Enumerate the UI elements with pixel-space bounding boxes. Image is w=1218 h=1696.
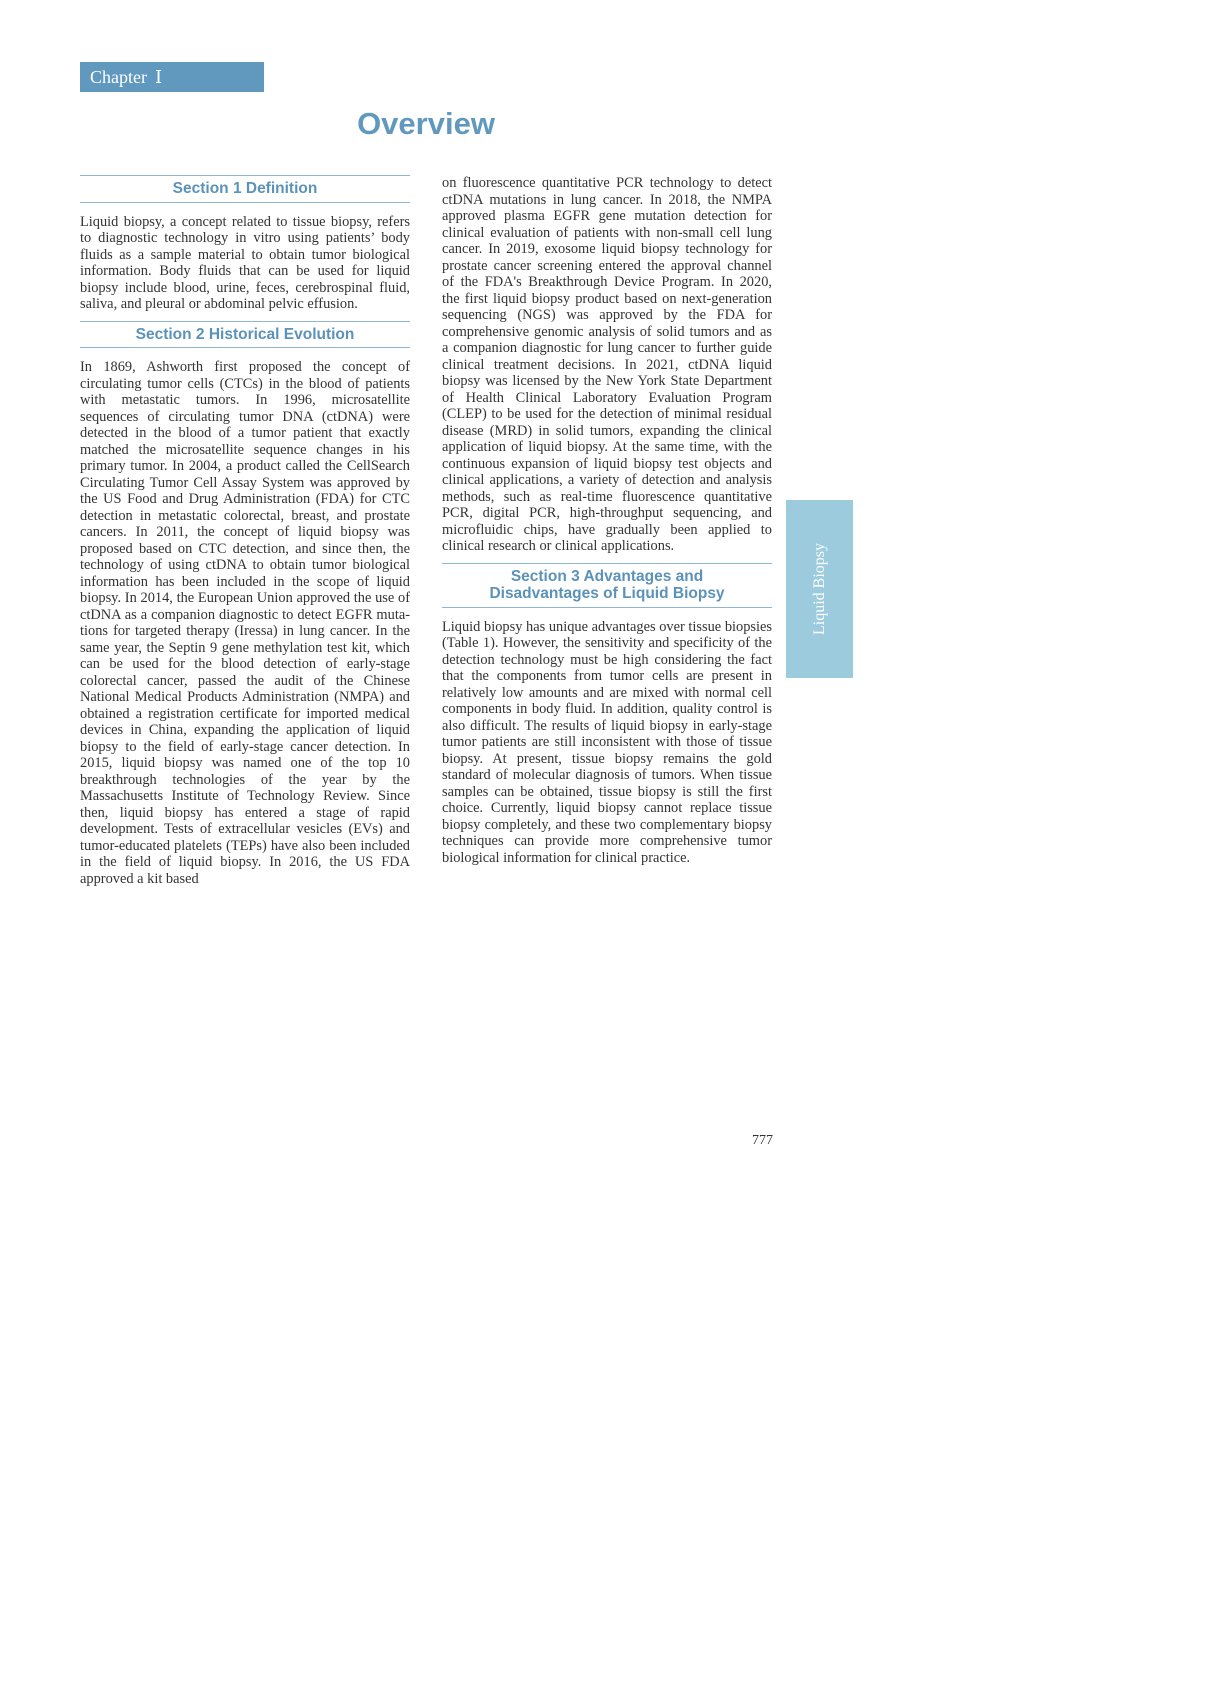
side-tab [786,500,853,678]
section-2-body-right: on fluorescence quantitative PCR technology to detect ctDNA mutations in lung cancer. In 2018, the NMPA approved plasma EGFR gene mutation detection for clinical evaluation of patients with non-small cell lung cancer. In 2019, exosome liquid biopsy technology for prostate cancer screening entered the approval channel of the FDA's Breakthrough Device Program. In 2020, the first liquid biopsy product based on next-generation sequencing (NGS) was approved by the FDA for comprehensive genomic analysis of solid tumors and as a companion diagnostic for lung cancer to further guide clinical treatment decisions. In 2021, ctDNA liquid biopsy was licensed by the New York State Department of Health Clinical Laboratory Evaluation Program (CLEP) to be used for the detection of minimal residual disease (MRD) in solid tumors, expanding the clinical application of liquid biopsy. At the same time, with the continuous expansion of liquid biopsy test objects and clinical applications, a variety of detection and analysis methods, such as real-time fluorescence quantitative PCR, digital PCR, high-throughput sequencing, and microfluidic chips, have gradually been applied to clinical research or clinical applications. [442,175,772,554]
chapter-label-box [80,62,264,92]
page-title: Overview [357,106,495,141]
section-3-heading [442,563,772,608]
section-3-heading-line-1: Section 3 Advantages and [510,567,704,585]
section-1-heading: Section 1 Definition [80,175,410,203]
chapter-number: Ⅰ [154,67,163,87]
section-1-body: Liquid biopsy, a concept related to tissue biopsy, refers to diagnostic technology in vitro using patients’ body fluids as a sample material to obtain tumor biological information. Body fluids that can be used for liquid biopsy include blood, urine, feces, cerebrospinal fluid, saliva, and pleural or abdominal pelvic effusion. [80,213,410,312]
chapter-label: Chapter [90,67,147,87]
section-3-body: Liquid biopsy has unique advantages over tissue biopsies (Table 1). However, the sensitivity and specificity of the detection technology must be high considering the fact that the components from tumor cells are present in relatively low amounts and are mixed with normal cell components in body fluid. In addition, quality control is also difficult. The results of liquid biopsy in early-stage tumor patients are still inconsistent with those of tissue biopsy. At present, tissue biopsy remains the gold standard of molecular diagnosis of tumors. When tissue samples can be obtained, tissue biopsy is still the first choice. Currently, liquid biopsy cannot replace tissue biopsy completely, and these two complementary biopsy techniques can provide more comprehensive tumor biological information for clinical practice. [442,618,772,866]
section-3-heading-line-2: Disadvantages of Liquid Biopsy [489,585,725,602]
side-tab-label: Liquid Biopsy [810,542,828,635]
section-2-body-left: In 1869, Ashworth first proposed the concept of circulating tumor cells (CTCs) in the blood of patients with metastatic tumors. In 1996, microsatellite sequences of circulating tumor DNA (ctDNA) were detected in the blood of a tumor patient that exactly matched the microsatellite sequence changes in his primary tumor. In 2004, a product called the CellSearch Circulating Tumor Cell Assay System was approved by the US Food and Drug Administration (FDA) for CTC detection in metastatic colorectal, breast, and prostate cancers. In 2011, the concept of liquid biopsy was proposed based on CTC detection, and since then, the technology of using ctDNA to obtain tumor biological information has been included in the scope of liquid biopsy. In 2014, the European Union approved the use of ctDNA as a companion diagnostic to detect EGFR mutations for targeted therapy (Iressa) in lung cancer. In the same year, the Septin 9 gene methylation test kit, which can be used for the blood detection of early-stage colorectal cancer, passed the audit of the Chinese National Medical Products Administration (NMPA) and obtained a registration certificate for imported medical devices in China, expanding the application of liquid biopsy to the field of early-stage cancer detection. In 2015, liquid biopsy was named one of the top 10 breakthrough technologies of the year by the Massachusetts Institute of Technology Review. Since then, liquid biopsy has entered a stage of rapid development. Tests of extracellular vesicles (EVs) and tumor-educated platelets (TEPs) have also been included in the field of liquid biopsy. In 2016, the US FDA approved a kit based [80,359,410,887]
page-number: 777 [752,1133,773,1148]
left-column [80,175,410,887]
right-column [442,175,772,866]
section-2-heading: Section 2 Historical Evolution [80,321,410,349]
